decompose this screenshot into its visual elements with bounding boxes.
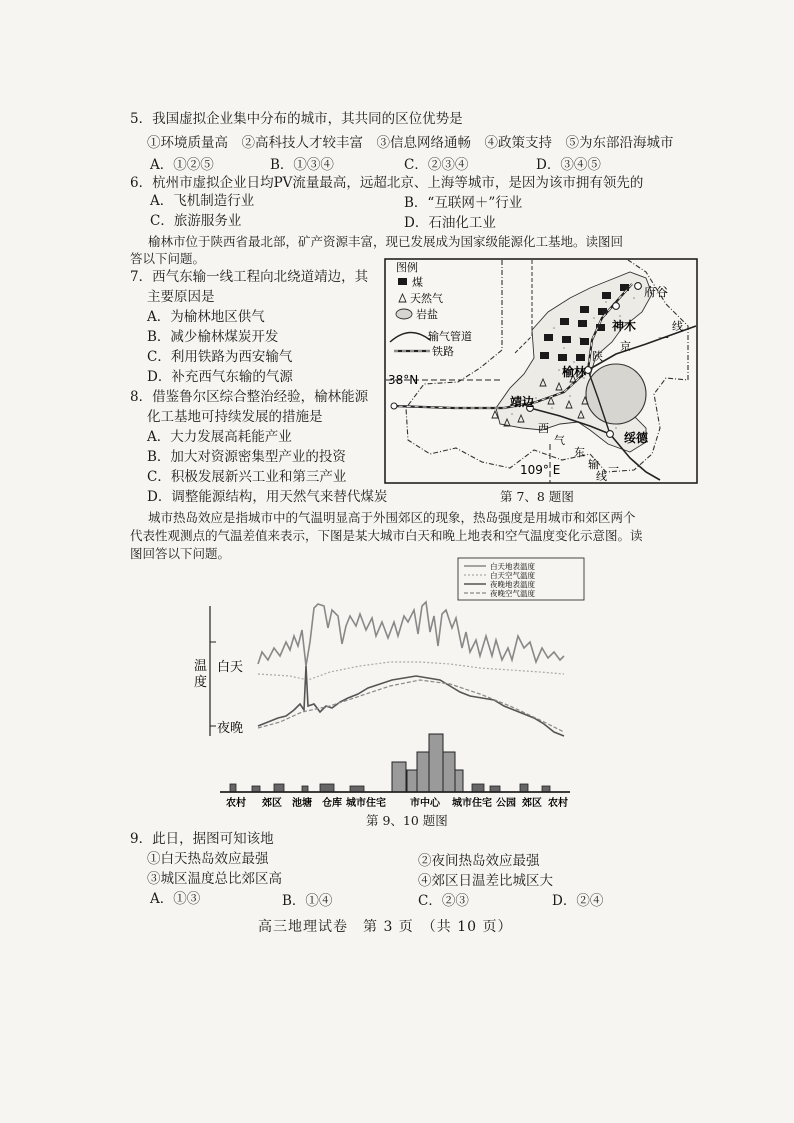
- temperature-chart: [190, 556, 600, 812]
- q9-stem: 9．此日，据图可知该地: [130, 831, 274, 847]
- q8-option-d: D．调整能源结构，用天然气来替代煤炭: [147, 489, 388, 505]
- legend-day-surface: 白天地表温度: [490, 562, 535, 571]
- q5-option-a: A．①②⑤: [150, 157, 214, 173]
- legend-night-air: 夜晚空气温度: [490, 589, 535, 598]
- q8-option-b: B．加大对资源密集型产业的投资: [147, 449, 346, 465]
- legend-railway-label: 铁路: [432, 345, 454, 358]
- label-jingbian: 靖边: [510, 395, 535, 409]
- q5-statements: ①环境质量高 ②高科技人才较丰富 ③信息网络通畅 ④政策支持 ⑤为东部沿海城市: [147, 135, 674, 151]
- legend-salt-icon: [396, 309, 412, 319]
- zone-label-9: 郊区: [522, 798, 542, 809]
- q9-option-c: C．②③: [418, 893, 469, 909]
- city-buildings: [392, 734, 463, 792]
- zone-label-8: 公园: [496, 798, 516, 809]
- label-xiqidong-1: 西: [538, 422, 549, 435]
- label-suide: 绥德: [624, 431, 649, 445]
- q7-option-d: D．补充西气东输的气源: [147, 369, 293, 385]
- night-label: 夜晚: [217, 721, 244, 736]
- day-label: 白天: [217, 660, 244, 675]
- q5-option-b: B．①③④: [270, 157, 334, 173]
- q9-option-a: A．①③: [150, 891, 201, 907]
- salt-lake: [586, 364, 646, 424]
- q7-stem-line1: 7．西气东输一线工程向北绕道靖边，其: [130, 269, 369, 285]
- day-surface-line: [258, 602, 564, 666]
- legend-pipeline-label: 输气管道: [428, 330, 472, 343]
- q5-option-c: C．②③④: [404, 157, 469, 173]
- label-xiqidong-6: 线: [596, 470, 607, 483]
- page-footer: 高三地理试卷 第 3 页 （共 10 页）: [258, 919, 513, 935]
- zone-label-1: 农村: [226, 798, 246, 809]
- intro-yulin-line2: 答以下问题。: [130, 251, 206, 266]
- legend-day-air: 白天空气温度: [490, 571, 535, 580]
- label-xiqidong-4: 输: [588, 458, 599, 471]
- q7-stem-line2: 主要原因是: [147, 289, 215, 305]
- zone-label-4: 仓库: [322, 798, 342, 809]
- q9-statement-4: ④郊区日温差比城区大: [418, 873, 553, 889]
- q8-option-a: A．大力发展高耗能产业: [147, 429, 292, 445]
- night-surface-line: [258, 666, 564, 736]
- y-label-1: 温: [194, 659, 208, 674]
- zone-label-6: 市中心: [410, 798, 440, 809]
- q8-stem-line1: 8．借鉴鲁尔区综合整治经验，榆林能源: [130, 389, 369, 405]
- q5-stem: 5．我国虚拟企业集中分布的城市，其共同的区位优势是: [130, 111, 463, 127]
- label-xiqidong-5: 一: [608, 462, 619, 475]
- label-shanjing-1: 陕: [592, 350, 603, 363]
- label-shanjing-3: 一: [658, 332, 669, 345]
- label-shanjing-2: 京: [620, 340, 631, 353]
- intro-heat-line1: 城市热岛效应是指城市中的气温明显高于外围郊区的现象，热岛强度是用城市和郊区两个: [148, 510, 636, 525]
- q6-option-d: D．石油化工业: [404, 215, 496, 231]
- yulin-map: [384, 258, 698, 484]
- zone-label-10: 农村: [548, 798, 568, 809]
- legend-coal-icon: [398, 278, 407, 285]
- q6-option-b: B．“互联网＋”行业: [404, 195, 523, 211]
- q6-option-c: C．旅游服务业: [150, 213, 242, 229]
- zone-label-2: 郊区: [262, 798, 282, 809]
- fugu-dot: [635, 283, 642, 290]
- label-lat: 38°N: [388, 373, 419, 387]
- zone-label-7: 城市住宅: [452, 798, 492, 809]
- label-yulin: 榆林: [562, 365, 587, 379]
- intro-yulin-line1: 榆林市位于陕西省最北部，矿产资源丰富，现已发展成为国家级能源化工基地。读图回: [148, 234, 624, 249]
- q7-option-a: A．为榆林地区供气: [147, 309, 265, 325]
- chart-legend: [458, 558, 584, 600]
- legend-title: 图例: [396, 261, 418, 274]
- q9-statement-3: ③城区温度总比郊区高: [147, 871, 282, 887]
- q7-option-c: C．利用铁路为西安输气: [147, 349, 293, 365]
- west-edge-dot: [391, 403, 397, 409]
- label-shanjing-4: 线: [672, 320, 683, 333]
- intro-heat-line3: 图回答以下问题。: [130, 546, 231, 561]
- label-shenmu: 神木: [612, 319, 637, 333]
- suide-dot: [607, 431, 614, 438]
- q5-option-d: D．③④⑤: [536, 157, 601, 173]
- legend-salt-label: 岩盐: [416, 308, 438, 321]
- zone-label-5: 城市住宅: [346, 798, 386, 809]
- y-label-2: 度: [194, 675, 208, 690]
- legend-night-surface: 夜晚地表温度: [490, 580, 535, 589]
- q9-option-b: B．①④: [282, 893, 333, 909]
- small-buildings: [230, 784, 550, 792]
- legend-coal-label: 煤: [412, 276, 423, 289]
- q8-stem-line2: 化工基地可持续发展的措施是: [147, 409, 323, 425]
- q7-option-b: B．减少榆林煤炭开发: [147, 329, 279, 345]
- q9-statement-1: ①白天热岛效应最强: [147, 851, 269, 867]
- q8-option-c: C．积极发展新兴工业和第三产业: [147, 469, 347, 485]
- shenmu-dot: [613, 303, 620, 310]
- label-xiqidong-2: 气: [554, 434, 565, 447]
- map-caption: 第 7、8 题图: [500, 489, 574, 504]
- legend-gas-label: 天然气: [410, 292, 443, 305]
- q6-option-a: A．飞机制造行业: [150, 193, 255, 209]
- zone-label-3: 池塘: [292, 798, 312, 809]
- label-fugu: 府谷: [644, 285, 669, 299]
- q9-statement-2: ②夜间热岛效应最强: [418, 853, 540, 869]
- label-lon: 109° E: [520, 463, 561, 477]
- q6-stem: 6．杭州市虚拟企业日均PV流量最高，远超北京、上海等城市，是因为该市拥有领先的: [130, 175, 644, 191]
- intro-heat-line2: 代表性观测点的气温差值来表示，下图是某大城市白天和晚上地表和空气温度变化示意图。读: [130, 528, 643, 543]
- label-xiqidong-3: 东: [574, 446, 585, 459]
- q9-option-d: D．②④: [552, 893, 604, 909]
- chart-caption: 第 9、10 题图: [366, 813, 448, 828]
